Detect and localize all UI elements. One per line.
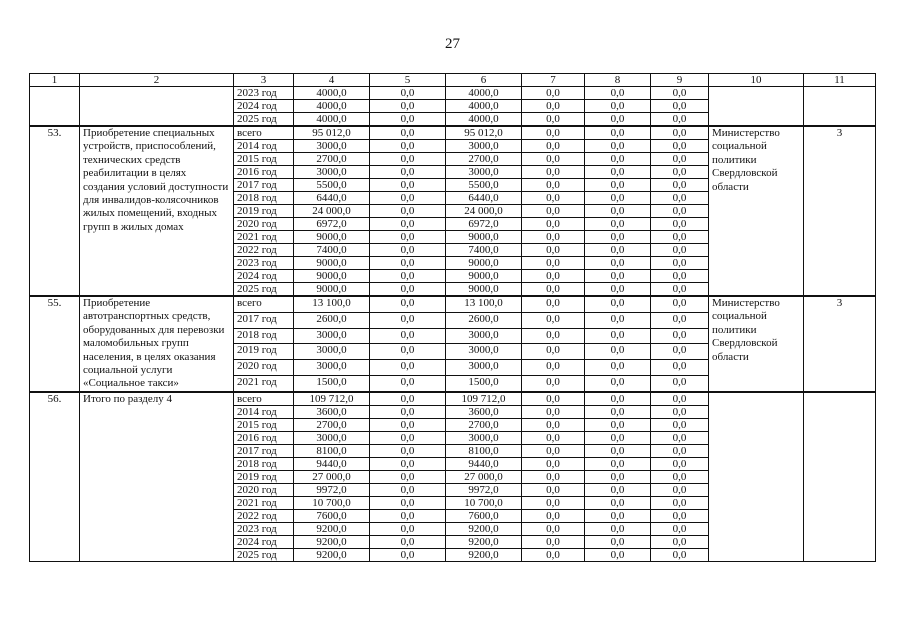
- target-indicator-cell: [804, 87, 876, 127]
- regional-cell: 4000,0: [446, 113, 522, 127]
- total-cell: 9000,0: [294, 283, 370, 297]
- other-cell: 0,0: [651, 218, 709, 231]
- other-cell: 0,0: [651, 283, 709, 297]
- total-cell: 9000,0: [294, 231, 370, 244]
- federal-cell: 0,0: [370, 444, 446, 457]
- offbudget-cell: 0,0: [585, 375, 651, 391]
- regional-cell: 3000,0: [446, 431, 522, 444]
- offbudget-cell: 0,0: [585, 392, 651, 406]
- period-cell: 2023 год: [234, 522, 294, 535]
- other-cell: 0,0: [651, 126, 709, 140]
- offbudget-cell: 0,0: [585, 535, 651, 548]
- local-cell: 0,0: [522, 470, 585, 483]
- regional-cell: 27 000,0: [446, 470, 522, 483]
- other-cell: 0,0: [651, 405, 709, 418]
- offbudget-cell: 0,0: [585, 405, 651, 418]
- offbudget-cell: 0,0: [585, 444, 651, 457]
- regional-cell: 13 100,0: [446, 296, 522, 312]
- federal-cell: 0,0: [370, 231, 446, 244]
- regional-cell: 2700,0: [446, 418, 522, 431]
- other-cell: 0,0: [651, 344, 709, 360]
- total-cell: 3000,0: [294, 328, 370, 344]
- other-cell: 0,0: [651, 231, 709, 244]
- local-cell: 0,0: [522, 418, 585, 431]
- header-cell: 6: [446, 74, 522, 87]
- offbudget-cell: 0,0: [585, 166, 651, 179]
- federal-cell: 0,0: [370, 431, 446, 444]
- table-row: [30, 296, 876, 312]
- local-cell: 0,0: [522, 522, 585, 535]
- federal-cell: 0,0: [370, 179, 446, 192]
- responsible-cell: Министерство социальной политики Свердловской области: [709, 126, 804, 296]
- period-cell: 2016 год: [234, 431, 294, 444]
- header-cell: 9: [651, 74, 709, 87]
- item-name-cell: Приобретение специальных устройств, приспособлений, технических средств реабилитации в целях создания условий доступности для инвалидов-колясочников жилых помещений, входных групп в жилых домах: [80, 126, 234, 296]
- period-cell: 2024 год: [234, 535, 294, 548]
- local-cell: 0,0: [522, 244, 585, 257]
- header-cell: 5: [370, 74, 446, 87]
- offbudget-cell: 0,0: [585, 153, 651, 166]
- federal-cell: 0,0: [370, 87, 446, 100]
- federal-cell: 0,0: [370, 470, 446, 483]
- federal-cell: 0,0: [370, 257, 446, 270]
- offbudget-cell: 0,0: [585, 296, 651, 312]
- local-cell: 0,0: [522, 328, 585, 344]
- item-name-cell: Итого по разделу 4: [80, 392, 234, 562]
- offbudget-cell: 0,0: [585, 244, 651, 257]
- offbudget-cell: 0,0: [585, 418, 651, 431]
- total-cell: 9000,0: [294, 270, 370, 283]
- local-cell: 0,0: [522, 392, 585, 406]
- federal-cell: 0,0: [370, 270, 446, 283]
- other-cell: 0,0: [651, 257, 709, 270]
- other-cell: 0,0: [651, 431, 709, 444]
- total-cell: 10 700,0: [294, 496, 370, 509]
- federal-cell: 0,0: [370, 375, 446, 391]
- local-cell: 0,0: [522, 113, 585, 127]
- table-row: [30, 392, 876, 406]
- regional-cell: 10 700,0: [446, 496, 522, 509]
- program-table-container: [29, 73, 875, 562]
- regional-cell: 9000,0: [446, 257, 522, 270]
- local-cell: 0,0: [522, 257, 585, 270]
- local-cell: 0,0: [522, 431, 585, 444]
- federal-cell: 0,0: [370, 344, 446, 360]
- federal-cell: 0,0: [370, 244, 446, 257]
- federal-cell: 0,0: [370, 296, 446, 312]
- table-body: [30, 74, 876, 562]
- other-cell: 0,0: [651, 535, 709, 548]
- regional-cell: 2600,0: [446, 312, 522, 328]
- total-cell: 9000,0: [294, 257, 370, 270]
- federal-cell: 0,0: [370, 126, 446, 140]
- local-cell: 0,0: [522, 496, 585, 509]
- regional-cell: 109 712,0: [446, 392, 522, 406]
- federal-cell: 0,0: [370, 535, 446, 548]
- federal-cell: 0,0: [370, 283, 446, 297]
- local-cell: 0,0: [522, 375, 585, 391]
- local-cell: 0,0: [522, 509, 585, 522]
- offbudget-cell: 0,0: [585, 496, 651, 509]
- other-cell: 0,0: [651, 328, 709, 344]
- total-cell: 6440,0: [294, 192, 370, 205]
- target-indicator-cell: [804, 392, 876, 562]
- offbudget-cell: 0,0: [585, 344, 651, 360]
- other-cell: 0,0: [651, 470, 709, 483]
- header-cell: 11: [804, 74, 876, 87]
- regional-cell: 3000,0: [446, 344, 522, 360]
- period-cell: 2020 год: [234, 483, 294, 496]
- total-cell: 9200,0: [294, 548, 370, 561]
- other-cell: 0,0: [651, 375, 709, 391]
- period-cell: 2018 год: [234, 192, 294, 205]
- regional-cell: 3000,0: [446, 328, 522, 344]
- item-name-cell: [80, 87, 234, 127]
- offbudget-cell: 0,0: [585, 328, 651, 344]
- other-cell: 0,0: [651, 270, 709, 283]
- federal-cell: 0,0: [370, 360, 446, 376]
- regional-cell: 9200,0: [446, 522, 522, 535]
- regional-cell: 9972,0: [446, 483, 522, 496]
- offbudget-cell: 0,0: [585, 283, 651, 297]
- period-cell: 2016 год: [234, 166, 294, 179]
- item-number-cell: 53.: [30, 126, 80, 296]
- offbudget-cell: 0,0: [585, 179, 651, 192]
- local-cell: 0,0: [522, 405, 585, 418]
- local-cell: 0,0: [522, 548, 585, 561]
- total-cell: 109 712,0: [294, 392, 370, 406]
- period-cell: всего: [234, 126, 294, 140]
- total-cell: 4000,0: [294, 100, 370, 113]
- header-cell: 8: [585, 74, 651, 87]
- period-cell: 2024 год: [234, 100, 294, 113]
- offbudget-cell: 0,0: [585, 87, 651, 100]
- period-cell: 2018 год: [234, 457, 294, 470]
- total-cell: 27 000,0: [294, 470, 370, 483]
- period-cell: 2022 год: [234, 244, 294, 257]
- offbudget-cell: 0,0: [585, 270, 651, 283]
- offbudget-cell: 0,0: [585, 522, 651, 535]
- federal-cell: 0,0: [370, 153, 446, 166]
- regional-cell: 9000,0: [446, 231, 522, 244]
- period-cell: всего: [234, 296, 294, 312]
- federal-cell: 0,0: [370, 522, 446, 535]
- header-cell: 7: [522, 74, 585, 87]
- regional-cell: 4000,0: [446, 100, 522, 113]
- total-cell: 2600,0: [294, 312, 370, 328]
- period-cell: 2019 год: [234, 205, 294, 218]
- other-cell: 0,0: [651, 522, 709, 535]
- local-cell: 0,0: [522, 179, 585, 192]
- local-cell: 0,0: [522, 205, 585, 218]
- other-cell: 0,0: [651, 179, 709, 192]
- regional-cell: 9440,0: [446, 457, 522, 470]
- period-cell: 2025 год: [234, 113, 294, 127]
- total-cell: 8100,0: [294, 444, 370, 457]
- period-cell: всего: [234, 392, 294, 406]
- other-cell: 0,0: [651, 312, 709, 328]
- federal-cell: 0,0: [370, 483, 446, 496]
- total-cell: 3000,0: [294, 431, 370, 444]
- local-cell: 0,0: [522, 360, 585, 376]
- other-cell: 0,0: [651, 496, 709, 509]
- regional-cell: 95 012,0: [446, 126, 522, 140]
- federal-cell: 0,0: [370, 548, 446, 561]
- header-cell: 3: [234, 74, 294, 87]
- offbudget-cell: 0,0: [585, 257, 651, 270]
- regional-cell: 4000,0: [446, 87, 522, 100]
- local-cell: 0,0: [522, 535, 585, 548]
- other-cell: 0,0: [651, 153, 709, 166]
- period-cell: 2022 год: [234, 509, 294, 522]
- header-cell: 4: [294, 74, 370, 87]
- total-cell: 4000,0: [294, 113, 370, 127]
- local-cell: 0,0: [522, 166, 585, 179]
- table-row: [30, 126, 876, 140]
- other-cell: 0,0: [651, 87, 709, 100]
- local-cell: 0,0: [522, 457, 585, 470]
- offbudget-cell: 0,0: [585, 548, 651, 561]
- offbudget-cell: 0,0: [585, 205, 651, 218]
- total-cell: 2700,0: [294, 153, 370, 166]
- program-table: [29, 73, 876, 562]
- federal-cell: 0,0: [370, 509, 446, 522]
- federal-cell: 0,0: [370, 328, 446, 344]
- regional-cell: 1500,0: [446, 375, 522, 391]
- responsible-cell: [709, 392, 804, 562]
- local-cell: 0,0: [522, 283, 585, 297]
- total-cell: 4000,0: [294, 87, 370, 100]
- federal-cell: 0,0: [370, 218, 446, 231]
- regional-cell: 9200,0: [446, 548, 522, 561]
- total-cell: 9200,0: [294, 522, 370, 535]
- period-cell: 2019 год: [234, 470, 294, 483]
- federal-cell: 0,0: [370, 113, 446, 127]
- regional-cell: 6972,0: [446, 218, 522, 231]
- other-cell: 0,0: [651, 418, 709, 431]
- header-cell: 10: [709, 74, 804, 87]
- period-cell: 2014 год: [234, 140, 294, 153]
- period-cell: 2024 год: [234, 270, 294, 283]
- local-cell: 0,0: [522, 270, 585, 283]
- offbudget-cell: 0,0: [585, 126, 651, 140]
- regional-cell: 6440,0: [446, 192, 522, 205]
- offbudget-cell: 0,0: [585, 100, 651, 113]
- total-cell: 5500,0: [294, 179, 370, 192]
- period-cell: 2017 год: [234, 444, 294, 457]
- period-cell: 2023 год: [234, 87, 294, 100]
- other-cell: 0,0: [651, 360, 709, 376]
- page-number: 27: [445, 36, 460, 52]
- local-cell: 0,0: [522, 296, 585, 312]
- period-cell: 2021 год: [234, 231, 294, 244]
- regional-cell: 7400,0: [446, 244, 522, 257]
- total-cell: 9972,0: [294, 483, 370, 496]
- other-cell: 0,0: [651, 392, 709, 406]
- total-cell: 1500,0: [294, 375, 370, 391]
- total-cell: 9440,0: [294, 457, 370, 470]
- period-cell: 2021 год: [234, 375, 294, 391]
- offbudget-cell: 0,0: [585, 470, 651, 483]
- offbudget-cell: 0,0: [585, 360, 651, 376]
- federal-cell: 0,0: [370, 100, 446, 113]
- offbudget-cell: 0,0: [585, 192, 651, 205]
- other-cell: 0,0: [651, 100, 709, 113]
- item-number-cell: 56.: [30, 392, 80, 562]
- regional-cell: 24 000,0: [446, 205, 522, 218]
- period-cell: 2014 год: [234, 405, 294, 418]
- total-cell: 3000,0: [294, 360, 370, 376]
- header-cell: 1: [30, 74, 80, 87]
- item-name-cell: Приобретение автотранспортных средств, оборудованных для перевозки маломобильных групп населения, в целях оказания социальной услуги «Социальное такси»: [80, 296, 234, 392]
- other-cell: 0,0: [651, 296, 709, 312]
- federal-cell: 0,0: [370, 496, 446, 509]
- regional-cell: 2700,0: [446, 153, 522, 166]
- local-cell: 0,0: [522, 126, 585, 140]
- federal-cell: 0,0: [370, 312, 446, 328]
- other-cell: 0,0: [651, 457, 709, 470]
- total-cell: 3000,0: [294, 166, 370, 179]
- offbudget-cell: 0,0: [585, 231, 651, 244]
- regional-cell: 5500,0: [446, 179, 522, 192]
- period-cell: 2019 год: [234, 344, 294, 360]
- total-cell: 3600,0: [294, 405, 370, 418]
- total-cell: 24 000,0: [294, 205, 370, 218]
- regional-cell: 8100,0: [446, 444, 522, 457]
- offbudget-cell: 0,0: [585, 113, 651, 127]
- other-cell: 0,0: [651, 192, 709, 205]
- table-row: [30, 87, 876, 100]
- other-cell: 0,0: [651, 444, 709, 457]
- other-cell: 0,0: [651, 205, 709, 218]
- other-cell: 0,0: [651, 140, 709, 153]
- total-cell: 13 100,0: [294, 296, 370, 312]
- responsible-cell: Министерство социальной политики Свердловской области: [709, 296, 804, 392]
- period-cell: 2015 год: [234, 418, 294, 431]
- local-cell: 0,0: [522, 312, 585, 328]
- period-cell: 2018 год: [234, 328, 294, 344]
- federal-cell: 0,0: [370, 192, 446, 205]
- regional-cell: 9200,0: [446, 535, 522, 548]
- total-cell: 7400,0: [294, 244, 370, 257]
- local-cell: 0,0: [522, 153, 585, 166]
- item-number-cell: 55.: [30, 296, 80, 392]
- period-cell: 2023 год: [234, 257, 294, 270]
- offbudget-cell: 0,0: [585, 140, 651, 153]
- federal-cell: 0,0: [370, 392, 446, 406]
- regional-cell: 3000,0: [446, 166, 522, 179]
- other-cell: 0,0: [651, 548, 709, 561]
- period-cell: 2025 год: [234, 283, 294, 297]
- period-cell: 2025 год: [234, 548, 294, 561]
- federal-cell: 0,0: [370, 405, 446, 418]
- local-cell: 0,0: [522, 444, 585, 457]
- offbudget-cell: 0,0: [585, 483, 651, 496]
- offbudget-cell: 0,0: [585, 218, 651, 231]
- local-cell: 0,0: [522, 218, 585, 231]
- other-cell: 0,0: [651, 509, 709, 522]
- responsible-cell: [709, 87, 804, 127]
- local-cell: 0,0: [522, 483, 585, 496]
- other-cell: 0,0: [651, 483, 709, 496]
- total-cell: 3000,0: [294, 344, 370, 360]
- offbudget-cell: 0,0: [585, 509, 651, 522]
- local-cell: 0,0: [522, 192, 585, 205]
- offbudget-cell: 0,0: [585, 431, 651, 444]
- total-cell: 7600,0: [294, 509, 370, 522]
- other-cell: 0,0: [651, 244, 709, 257]
- federal-cell: 0,0: [370, 457, 446, 470]
- regional-cell: 3000,0: [446, 360, 522, 376]
- regional-cell: 3600,0: [446, 405, 522, 418]
- offbudget-cell: 0,0: [585, 457, 651, 470]
- total-cell: 2700,0: [294, 418, 370, 431]
- other-cell: 0,0: [651, 113, 709, 127]
- local-cell: 0,0: [522, 140, 585, 153]
- item-number-cell: [30, 87, 80, 127]
- offbudget-cell: 0,0: [585, 312, 651, 328]
- header-row: [30, 74, 876, 87]
- regional-cell: 9000,0: [446, 283, 522, 297]
- period-cell: 2015 год: [234, 153, 294, 166]
- total-cell: 3000,0: [294, 140, 370, 153]
- header-cell: 2: [80, 74, 234, 87]
- total-cell: 6972,0: [294, 218, 370, 231]
- local-cell: 0,0: [522, 100, 585, 113]
- regional-cell: 3000,0: [446, 140, 522, 153]
- target-indicator-cell: 3: [804, 296, 876, 392]
- local-cell: 0,0: [522, 87, 585, 100]
- local-cell: 0,0: [522, 231, 585, 244]
- total-cell: 9200,0: [294, 535, 370, 548]
- total-cell: 95 012,0: [294, 126, 370, 140]
- federal-cell: 0,0: [370, 166, 446, 179]
- regional-cell: 7600,0: [446, 509, 522, 522]
- regional-cell: 9000,0: [446, 270, 522, 283]
- period-cell: 2017 год: [234, 179, 294, 192]
- period-cell: 2021 год: [234, 496, 294, 509]
- period-cell: 2020 год: [234, 218, 294, 231]
- local-cell: 0,0: [522, 344, 585, 360]
- target-indicator-cell: 3: [804, 126, 876, 296]
- other-cell: 0,0: [651, 166, 709, 179]
- federal-cell: 0,0: [370, 418, 446, 431]
- federal-cell: 0,0: [370, 205, 446, 218]
- period-cell: 2017 год: [234, 312, 294, 328]
- period-cell: 2020 год: [234, 360, 294, 376]
- federal-cell: 0,0: [370, 140, 446, 153]
